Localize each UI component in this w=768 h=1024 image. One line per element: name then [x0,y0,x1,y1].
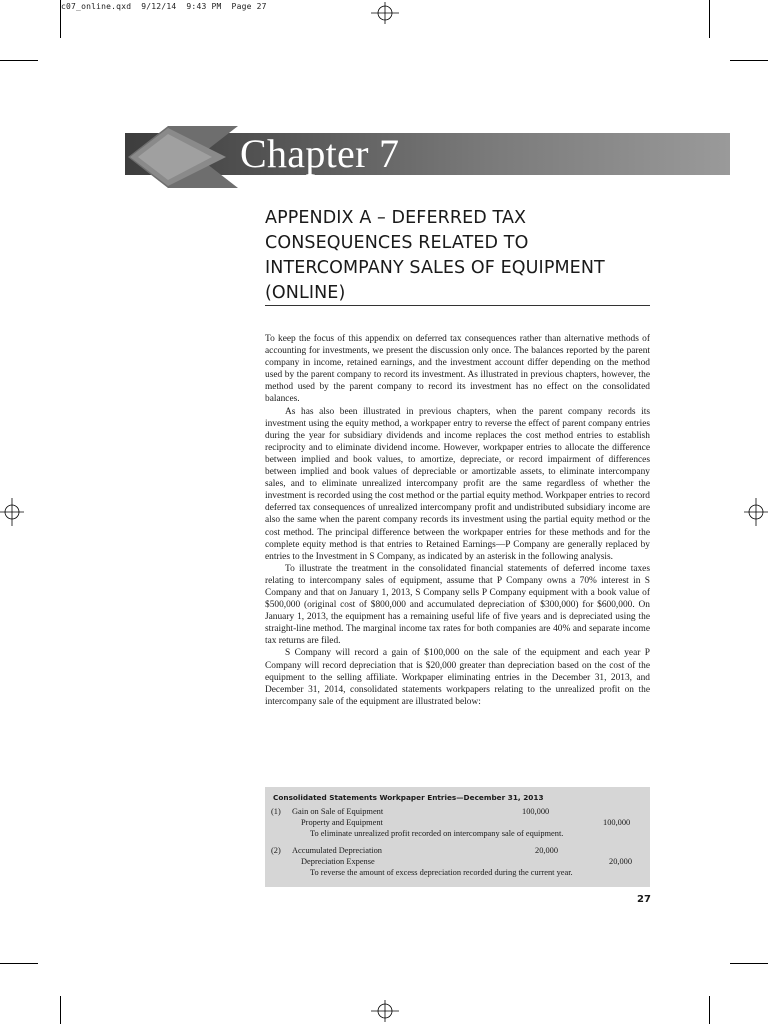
journal-entry-row [265,856,650,867]
entry-number: (1) [271,807,281,816]
crop-mark [60,0,61,38]
registration-mark-icon [0,497,24,527]
registration-mark-icon [370,2,400,24]
paragraph: As has also been illustrated in previous chapters, when the parent company records its investment using the equity method, a workpaper entry to reverse the effect of parent company entries during the year for subsidiary dividends and income replaces the cost method entries to establish reciprocity and to eliminate dividend income. However, workpaper entries to allocate the difference between implied and book values, to amortize, depreciate, or record impairment of differences between implied and book values of depreciable or amortizable assets, to eliminate intercompany sales, and to eliminate unrealized intercompany profit are the same regardless of whether the investment is recorded using the cost method or the partial equity method. Workpaper entries to record deferred tax consequences of unrealized intercompany profit and undistributed subsidiary income are also the same when the parent company records its investment using the partial equity method or the cost method. The principal difference between the workpaper entries for these methods and for the complete equity method is that entries to Retained Earnings—P Company are generally replaced by entries to the Investment in S Company, as indicated by an asterisk in the following analysis. [265,406,650,562]
workpaper-title: Consolidated Statements Workpaper Entries—December 31, 2013 [273,793,544,802]
title-divider [265,305,650,306]
crop-mark [0,60,38,61]
credit-amount: 20,000 [609,857,633,866]
chapter-title: Chapter 7 [240,131,400,176]
entry-explanation: To eliminate unrealized profit recorded on intercompany sale of equipment. [310,829,564,838]
crop-mark [730,963,768,964]
journal-entry-row [265,867,650,878]
crop-mark [730,60,768,61]
credit-amount: 100,000 [603,818,631,827]
registration-mark-icon [744,497,768,527]
diamond-ornament-icon [128,126,238,188]
workpaper-entries-box [265,787,650,887]
crop-mark [0,963,38,964]
crop-mark [709,996,710,1024]
journal-entry-row [265,817,650,828]
crop-mark [60,996,61,1024]
entry-explanation: To reverse the amount of excess depreciation recorded during the current year. [310,868,573,877]
credit-account: Property and Equipment [301,818,383,827]
print-slug: c07_online.qxd 9/12/14 9:43 PM Page 27 [61,2,267,11]
debit-amount: 100,000 [522,807,550,816]
body-text [265,333,650,708]
journal-entry-row [265,845,650,856]
journal-entry-row [265,828,650,839]
page-number: 27 [637,894,651,905]
credit-account: Depreciation Expense [301,857,375,866]
paragraph: S Company will record a gain of $100,000 on the sale of the equipment and each year P Company will record depreciation that is $20,000 greater than depreciation based on the cost of the equipment to the selling affiliate. Workpaper eliminating entries in the December 31, 2013, and December 31, 2014, consolidated statements workpapers relating to the unrealized profit on the intercompany sale of the equipment are illustrated below: [265,648,650,707]
paragraph: To keep the focus of this appendix on deferred tax consequences rather than alternative methods of accounting for investments, we present the discussion only once. The balances reported by the parent company in income, retained earnings, and the investment account differ depending on the method used by the parent company to record its investment. As illustrated in previous chapters, however, the method used by the parent company to record its investment has no effect on the consolidated balances. [265,334,650,405]
debit-account: Gain on Sale of Equipment [292,807,384,816]
registration-mark-icon [370,1000,400,1022]
paragraph: To illustrate the treatment in the consolidated financial statements of deferred income taxes relating to intercompany sales of equipment, assume that P Company owns a 70% interest in S Company and that on January 1, 2013, S Company sells P Company equipment with a book value of $500,000 (original cost of $800,000 and accumulated depreciation of $300,000) for $600,000. On January 1, 2013, the equipment has a remaining useful life of five years and is depreciated using the straight-line method. The marginal income tax rates for both companies are 40% and separate income tax returns are filed. [265,563,650,647]
appendix-title: APPENDIX A – DEFERRED TAX CONSEQUENCES RELATED TO INTERCOMPANY SALES OF EQUIPMENT (ONLINE) [265,208,605,303]
debit-account: Accumulated Depreciation [292,846,382,855]
journal-entry-row [265,806,650,817]
debit-amount: 20,000 [535,846,559,855]
crop-mark [709,0,710,38]
entry-number: (2) [271,846,281,855]
